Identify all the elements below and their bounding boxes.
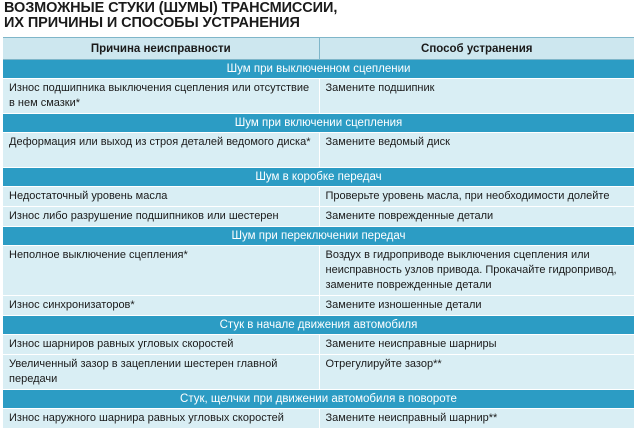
table-header-row bbox=[3, 38, 634, 60]
remedy-cell: Воздух в гидроприводе выключения сцепления или неисправность узлов привода. Прокачайте гидропривод, замените поврежденные детали bbox=[319, 246, 634, 296]
table-row bbox=[3, 187, 634, 207]
title-line-2: ИХ ПРИЧИНЫ И СПОСОБЫ УСТРАНЕНИЯ bbox=[4, 15, 300, 31]
remedy-cell: Замените поврежденные детали bbox=[319, 207, 634, 227]
cause-cell: Износ шарниров равных угловых скоростей bbox=[3, 335, 319, 355]
table-row bbox=[3, 246, 634, 296]
table-row bbox=[3, 133, 634, 168]
remedy-cell: Проверьте уровень масла, при необходимости долейте bbox=[319, 187, 634, 207]
section-title: Шум при включении сцепления bbox=[3, 114, 634, 133]
section-title: Стук, щелчки при движении автомобиля в повороте bbox=[3, 390, 634, 409]
cause-cell: Износ подшипника выключения сцепления или отсутствие в нем смазки* bbox=[3, 79, 319, 114]
title-line-1: ВОЗМОЖНЫЕ СТУКИ (ШУМЫ) ТРАНСМИССИИ, bbox=[4, 0, 338, 16]
remedy-cell: Замените неисправный шарнир** bbox=[319, 409, 634, 429]
section-header bbox=[3, 60, 634, 79]
cause-cell: Недостаточный уровень масла bbox=[3, 187, 319, 207]
section-header bbox=[3, 316, 634, 335]
remedy-cell: Замените подшипник bbox=[319, 79, 634, 114]
header-remedy: Способ устранения bbox=[319, 38, 634, 60]
remedy-cell: Замените неисправные шарниры bbox=[319, 335, 634, 355]
table-row bbox=[3, 207, 634, 227]
table-row bbox=[3, 355, 634, 390]
remedy-cell: Отрегулируйте зазор** bbox=[319, 355, 634, 390]
cause-cell: Неполное выключение сцепления* bbox=[3, 246, 319, 296]
section-title: Шум в коробке передач bbox=[3, 168, 634, 187]
header-cause: Причина неисправности bbox=[3, 38, 319, 60]
section-title: Стук в начале движения автомобиля bbox=[3, 316, 634, 335]
table-row bbox=[3, 296, 634, 316]
page-title bbox=[4, 1, 634, 31]
section-header bbox=[3, 227, 634, 246]
table-row bbox=[3, 335, 634, 355]
section-header bbox=[3, 114, 634, 133]
cause-cell: Деформация или выход из строя деталей ведомого диска* bbox=[3, 133, 319, 168]
cause-cell: Износ либо разрушение подшипников или шестерен bbox=[3, 207, 319, 227]
table-row bbox=[3, 79, 634, 114]
table-row bbox=[3, 409, 634, 429]
troubleshooting-table bbox=[3, 37, 634, 429]
cause-cell: Износ наружного шарнира равных угловых скоростей bbox=[3, 409, 319, 429]
section-header bbox=[3, 390, 634, 409]
remedy-cell: Замените изношенные детали bbox=[319, 296, 634, 316]
cause-cell: Увеличенный зазор в зацеплении шестерен главной передачи bbox=[3, 355, 319, 390]
cause-cell: Износ синхронизаторов* bbox=[3, 296, 319, 316]
section-title: Шум при выключенном сцеплении bbox=[3, 60, 634, 79]
section-header bbox=[3, 168, 634, 187]
remedy-cell: Замените ведомый диск bbox=[319, 133, 634, 168]
section-title: Шум при переключении передач bbox=[3, 227, 634, 246]
